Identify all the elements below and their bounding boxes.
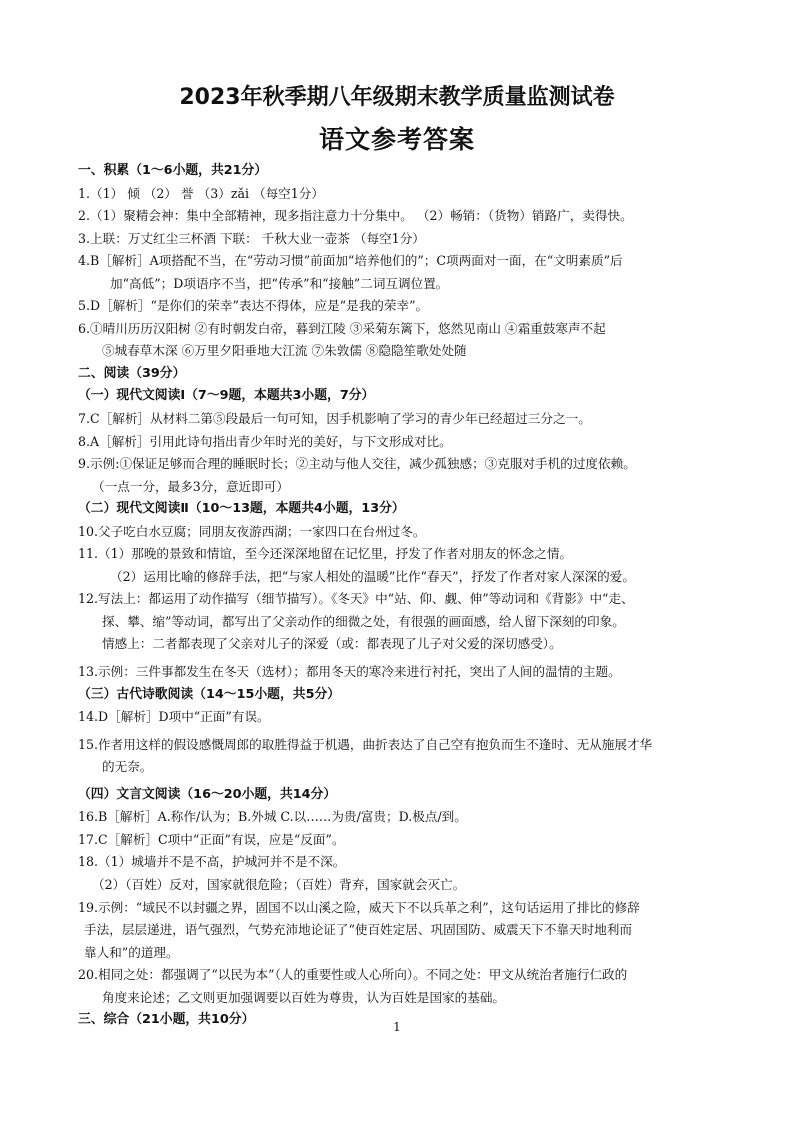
answer-key-title: 语文参考答案 (318, 125, 475, 154)
answer-line: 20.相同之处：都强调了“以民为本”（人的重要性或人心所向）。不同之处：甲文从统治者施行仁政的 (78, 967, 628, 983)
answer-line-continued: 加“高低”；D项语序不当，把“传承”和“接触”二词互调位置。 (110, 275, 449, 291)
answer-line: 8.A［解析］引用此诗句指出青少年时光的美好，与下文形成对比。 (78, 433, 452, 449)
answer-line: 15.作者用这样的假设感慨周郎的取胜得益于机遇，曲折表达了自己空有抱负而生不逢时、无从施展才华 (78, 736, 653, 752)
answer-line-continued: 的无奈。 (102, 759, 153, 775)
answer-line: 7.C［解析］从材料二第⑤段最后一句可知，因手机影响了学习的青少年已经超过三分之一。 (78, 411, 591, 427)
answer-line: 16.B［解析］A.称作/认为；B.外城 C.以……为贵/富贵；D.极点/到。 (78, 809, 467, 825)
answer-line: 1.（1） 倾 （2） 誉 （3）zǎi （每空1分） (78, 185, 324, 201)
subsection-heading: （二）现代文阅读Ⅱ（10～13题，本题共4小题，13分） (78, 501, 405, 517)
answer-line-continued: 手法，层层递进，语气强烈，气势充沛地论证了“使百姓定居、巩固国防、威震天下不靠天时地利而 (84, 922, 632, 938)
answer-content (78, 160, 738, 1032)
answer-line: 5.D［解析］“是你们的荣幸”表达不得体，应是“是我的荣幸”。 (78, 298, 429, 314)
answer-line-continued: （2）运用比喻的修辞手法，把“与家人相处的温暖”比作“春天”，抒发了作者对家人深深的爱。 (110, 568, 635, 584)
answer-line: 12.写法上：都运用了动作描写（细节描写）。《冬天》中“站、仰、觑、伸”等动词和《背影》中“走、 (78, 591, 634, 607)
answer-line: 13.示例：三件事都发生在冬天（选材）；都用冬天的寒冷来进行衬托，突出了人间的温情的主题。 (78, 664, 621, 680)
answer-line-continued: 情感上：二者都表现了父亲对儿子的深爱（或：都表现了儿子对父爱的深切感受）。 (102, 636, 562, 652)
answer-line: 10.父子吃白水豆腐；同朋友夜游西湖；一家四口在台州过冬。 (78, 523, 426, 539)
subsection-heading: （一）现代文阅读Ⅰ（7～9题，本题共3小题，7分） (78, 388, 375, 404)
answer-line: 9.示例:①保证足够而合理的睡眠时长；②主动与他人交往，减少孤独感；③克服对手机的过度依赖。 (78, 456, 636, 472)
subsection-heading: （三）古代诗歌阅读（14～15小题，共5分） (78, 686, 341, 702)
answer-line: 19.示例：“域民不以封疆之界，固国不以山溪之险，威天下不以兵革之利”，这句话运用了排比的修辞 (78, 899, 640, 915)
answer-line-continued: （2）（百姓）反对，国家就很危险；（百姓）背弃，国家就会灭亡。 (92, 876, 466, 892)
answer-line: 6.①晴川历历汉阳树 ②有时朝发白帝，暮到江陵 ③采菊东篱下，悠然见南山 ④霜重鼓寒声不起 (78, 320, 606, 336)
section-heading: 一、积累（1～6小题，共21分） (78, 163, 268, 178)
answer-line: 3.上联：万丈红尘三杯酒 下联： 千秋大业一壶茶 （每空1分） (78, 230, 425, 246)
answer-line: 11.（1）那晚的景致和情谊，至今还深深地留在记忆里，抒发了作者对朋友的怀念之情。 (78, 546, 573, 562)
section-heading: 三、综合（21小题，共10分） (78, 1012, 255, 1028)
answer-line: 4.B［解析］A项搭配不当，在“劳动习惯”前面加“培养他们的”；C项两面对一面，在“文明素质”后 (78, 253, 623, 269)
exam-title: 2023年秋季期八年级期末教学质量监测试卷 (179, 85, 615, 110)
answer-line-continued: 角度来论述；乙文则更加强调要以百姓为尊贵，认为百姓是国家的基础。 (102, 989, 505, 1005)
answer-line-continued: 探、攀、缩”等动词，都写出了父亲动作的细微之处，有很强的画面感，给人留下深刻的印象。 (102, 613, 625, 629)
scoring-note: （一点一分，最多3分，意近即可） (92, 478, 289, 494)
answer-line: 18.（1）城墙并不是不高，护城河并不是不深。 (78, 854, 346, 870)
answer-line-continued: ⑤城春草木深 ⑥万里夕阳垂地大江流 ⑦朱敦儒 ⑧隐隐笙歌处处随 (102, 343, 467, 359)
answer-line: 2.（1）聚精会神：集中全部精神，现多指注意力十分集中。 （2）畅销：（货物）销路广，卖得快。 (78, 208, 633, 224)
subsection-heading: （四）文言文阅读（16～20小题，共14分） (78, 786, 337, 802)
section-heading: 二、阅读（39分） (78, 365, 186, 381)
page-number: 1 (393, 1020, 401, 1034)
answer-line-continued: 靠人和”的道理。 (84, 944, 179, 960)
answer-line: 17.C［解析］C项中“正面”有误，应是“反面”。 (78, 831, 345, 847)
answer-line: 14.D［解析］D项中“正面”有误。 (78, 709, 270, 725)
